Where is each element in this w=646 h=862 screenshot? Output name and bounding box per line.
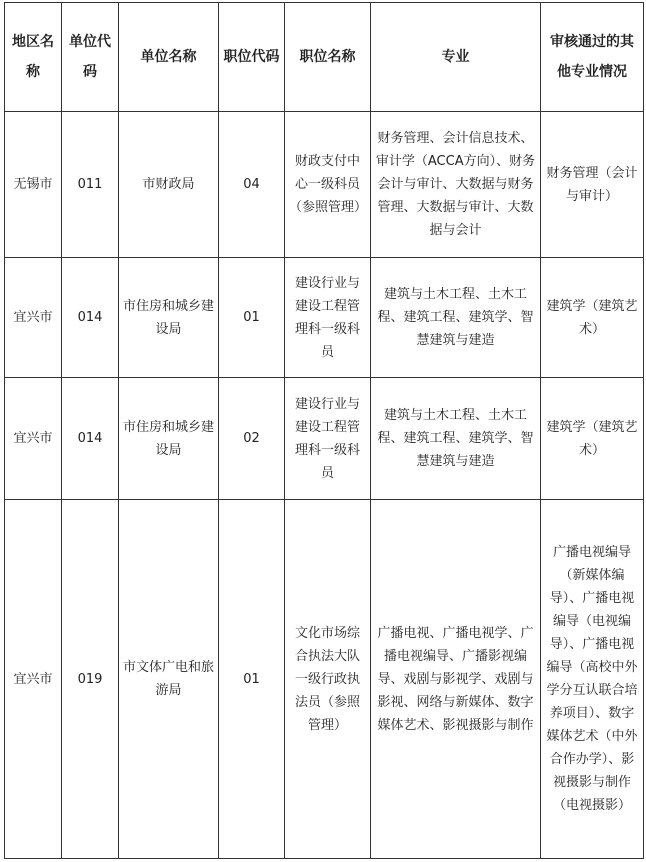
cell-other-major: 广播电视编导（新媒体编导）、广播电视编导（电视编导）、广播电视编导（高校中外学分互认联合培养项目）、数字媒体艺术（中外合作办学）、影视摄影与制作（电视摄影） [541, 500, 644, 859]
cell-unit-name: 市住房和城乡建设局 [119, 258, 219, 378]
cell-region: 宜兴市 [5, 500, 62, 859]
cell-unit-name: 市住房和城乡建设局 [119, 378, 219, 500]
table-row [5, 378, 644, 500]
cell-unit-name: 市文体广电和旅游局 [119, 500, 219, 859]
cell-region: 无锡市 [5, 112, 62, 258]
cell-post-name: 文化市场综合执法大队一级行政执法员（参照管理） [285, 500, 371, 859]
cell-post-name: 建设行业与建设工程管理科一级科员 [285, 378, 371, 500]
cell-unit-code: 014 [62, 378, 119, 500]
cell-major: 广播电视、广播电视学、广播电视编导、广播影视编导、戏剧与影视学、戏剧与影视、网络与新媒体、数字媒体艺术、影视摄影与制作 [371, 500, 541, 859]
table-row [5, 112, 644, 258]
cell-region: 宜兴市 [5, 258, 62, 378]
header-post-name: 职位名称 [285, 3, 371, 112]
header-post-code: 职位代码 [219, 3, 285, 112]
cell-unit-name: 市财政局 [119, 112, 219, 258]
cell-post-name: 财政支付中心一级科员（参照管理） [285, 112, 371, 258]
table-row [5, 258, 644, 378]
header-unit-name: 单位名称 [119, 3, 219, 112]
cell-unit-code: 019 [62, 500, 119, 859]
cell-other-major: 财务管理（会计与审计） [541, 112, 644, 258]
cell-other-major: 建筑学（建筑艺术） [541, 258, 644, 378]
header-major: 专业 [371, 3, 541, 112]
cell-post-name: 建设行业与建设工程管理科一级科员 [285, 258, 371, 378]
cell-unit-code: 011 [62, 112, 119, 258]
cell-unit-code: 014 [62, 258, 119, 378]
cell-region: 宜兴市 [5, 378, 62, 500]
cell-post-code: 01 [219, 258, 285, 378]
table-row [5, 500, 644, 859]
header-unit-code: 单位代码 [62, 3, 119, 112]
positions-table [4, 2, 644, 859]
cell-major: 财务管理、会计信息技术、审计学（ACCA方向）、财务会计与审计、大数据与财务管理、大数据与审计、大数据与会计 [371, 112, 541, 258]
cell-post-code: 02 [219, 378, 285, 500]
cell-other-major: 建筑学（建筑艺术） [541, 378, 644, 500]
cell-major: 建筑与土木工程、土木工程、建筑工程、建筑学、智慧建筑与建造 [371, 378, 541, 500]
cell-post-code: 04 [219, 112, 285, 258]
cell-post-code: 01 [219, 500, 285, 859]
table-header-row [5, 3, 644, 112]
cell-major: 建筑与土木工程、土木工程、建筑工程、建筑学、智慧建筑与建造 [371, 258, 541, 378]
header-region: 地区名称 [5, 3, 62, 112]
header-other-major: 审核通过的其他专业情况 [541, 3, 644, 112]
